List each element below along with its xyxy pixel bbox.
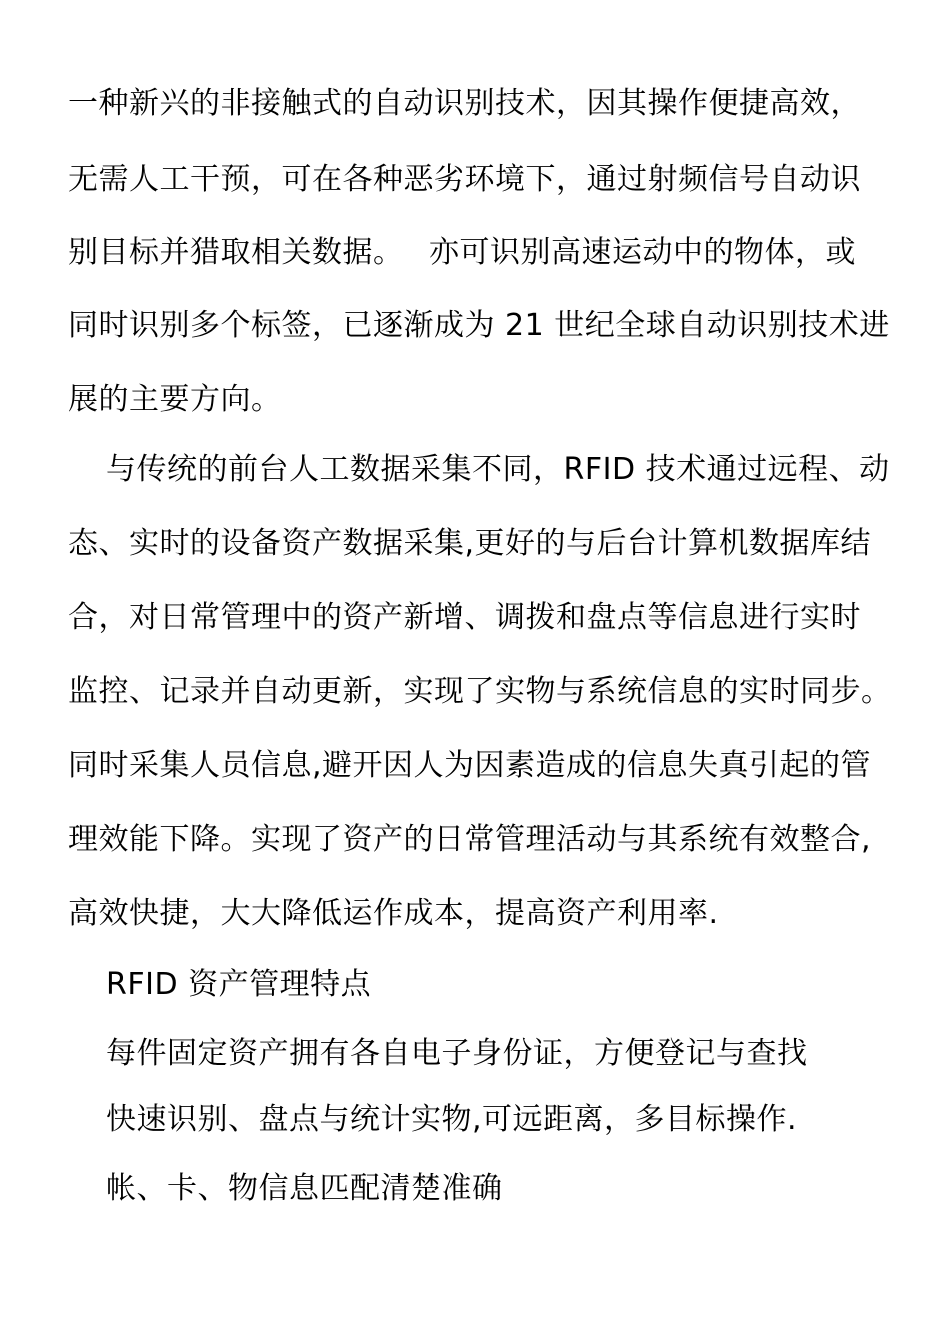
paragraph2-line-2: 态、实时的设备资产数据采集,更好的与后台计算机数据库结: [68, 526, 872, 561]
feature-item-1: 每件固定资产拥有各自电子身份证，方便登记与查找: [106, 1036, 808, 1071]
paragraph2-line-7: 高效快捷，大大降低运作成本，提高资产利用率.: [68, 896, 719, 931]
feature-item-3: 帐、卡、物信息匹配清楚准确: [106, 1171, 503, 1206]
paragraph2-line-3: 合，对日常管理中的资产新增、调拨和盘点等信息进行实时: [68, 600, 861, 635]
paragraph2-line-6: 理效能下降。实现了资产的日常管理活动与其系统有效整合,: [68, 822, 872, 857]
paragraph1-line-4: 同时识别多个标签，已逐渐成为 21 世纪全球自动识别技术进: [68, 308, 890, 343]
paragraph1-line-2: 无需人工干预，可在各种恶劣环境下，通过射频信号自动识: [68, 162, 861, 197]
paragraph1-line-1: 一种新兴的非接触式的自动识别技术，因其操作便捷高效，: [68, 86, 861, 121]
feature-item-2: 快速识别、盘点与统计实物,可远距离，多目标操作.: [106, 1102, 798, 1137]
paragraph2-line-1: 与传统的前台人工数据采集不同，RFID 技术通过远程、动: [106, 452, 890, 487]
paragraph1-line-5: 展的主要方向。: [68, 382, 282, 417]
features-heading: RFID 资产管理特点: [106, 967, 372, 1002]
paragraph2-line-5: 同时采集人员信息,避开因人为因素造成的信息失真引起的管: [68, 748, 872, 783]
paragraph1-line-3: 别目标并猎取相关数据。 亦可识别高速运动中的物体，或: [68, 235, 857, 270]
paragraph2-line-4: 监控、记录并自动更新，实现了实物与系统信息的实时同步。: [68, 674, 892, 709]
